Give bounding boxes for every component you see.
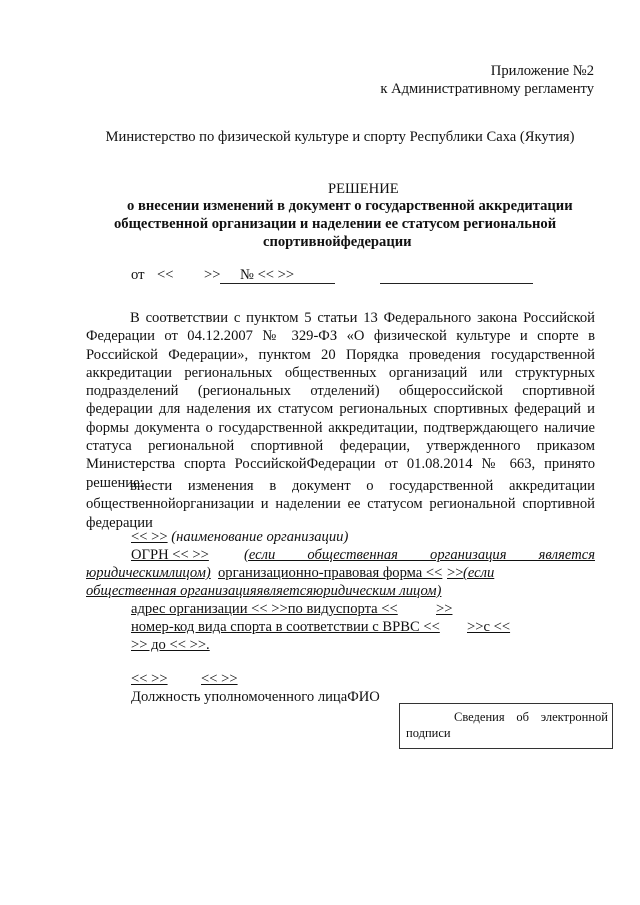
ogrn-hint-text: (если общественная организация является — [244, 547, 595, 563]
number-underline — [220, 283, 335, 284]
decision-subject-line-1: о внесении изменений в документ о государственной аккредитации — [127, 198, 573, 214]
body-line: Российской Федерации», пунктом 20 Порядка проведения государственной — [86, 346, 595, 363]
body-line: подразделений (региональных отделений) общероссийской спортивной — [86, 383, 595, 400]
appendix-regulation: к Административному регламенту — [380, 81, 594, 97]
ogrn-hint — [244, 546, 595, 564]
signatory-position: Должность уполномоченного лицаФИО — [131, 689, 380, 705]
sport-code-field: номер-код вида спорта в соответствии с ВРВС << — [131, 619, 440, 635]
date-close: >> — [204, 267, 221, 283]
org-name-hint: (наименование организации) — [171, 529, 349, 545]
legal-form-hint: (если — [463, 565, 495, 581]
body-paragraph — [86, 309, 595, 492]
electronic-signature-box — [399, 703, 613, 749]
term-field: >> до << >>. — [131, 637, 210, 653]
body-line: решение: — [86, 474, 144, 491]
date-from-label: от — [131, 267, 145, 283]
ogrn-field: ОГРН << >> — [131, 547, 209, 563]
body-line: федерации для наделения их статусом региональных спортивных федераций и — [86, 401, 595, 418]
org-name-placeholder: << >> — [131, 529, 168, 545]
body-line: статуса региональной спортивной федерации, утвержденного приказом — [86, 438, 595, 455]
decision-subject-line-3: спортивнойфедерации — [263, 234, 412, 250]
legal-form-hint-cont: общественная организацияявляетсяюридическим лицом) — [86, 583, 442, 599]
legal-form-field: организационно-правовая форма << — [218, 565, 443, 581]
amend-line: общественнойорганизации и наделении ее статусом региональной спортивной — [86, 496, 595, 513]
blank-underline — [380, 283, 533, 284]
document-number: № << >> — [240, 267, 295, 283]
amend-line: федерации — [86, 514, 153, 531]
org-name-field — [131, 528, 348, 546]
address-field: адрес организации << >>по видуспорта << — [131, 601, 398, 617]
decision-subject-line-2: общественной организации и наделении ее статусом региональной — [114, 216, 557, 232]
signature-box-line-2: подписи — [406, 726, 451, 740]
body-line: Министерства спорта РоссийскойФедерации от 01.08.2014 № 663, принято — [86, 456, 595, 473]
date-open: << — [157, 267, 174, 283]
sport-code-close: >>с << — [467, 619, 511, 635]
legal-form-close: >> — [447, 565, 464, 581]
decision-title: РЕШЕНИЕ — [328, 181, 399, 197]
ogrn-hint-cont: юридическимлицом) — [86, 565, 211, 581]
body-line: формы документа о государственной аккредитации, подтверждающего наличие — [86, 419, 595, 436]
amend-line: внести изменения в документ о государственной аккредитации — [130, 478, 595, 494]
body-line: Федерации от 04.12.2007 № 329-ФЗ «О физической культуре и спорте в — [86, 328, 595, 345]
ministry-name: Министерство по физической культуре и спорту Республики Саха (Якутия) — [105, 129, 575, 145]
address-close: >> — [436, 601, 453, 617]
amend-paragraph — [86, 477, 595, 532]
signature-field-1: << >> — [131, 671, 168, 687]
body-line: аккредитации региональных общественных организаций или структурных — [86, 364, 595, 381]
body-line: В соответствии с пунктом 5 статьи 13 Федерального закона Российской — [130, 310, 595, 326]
signature-box-line-1: Сведения об электронной — [454, 710, 608, 724]
appendix-number: Приложение №2 — [490, 63, 594, 79]
signature-field-2: << >> — [201, 671, 238, 687]
